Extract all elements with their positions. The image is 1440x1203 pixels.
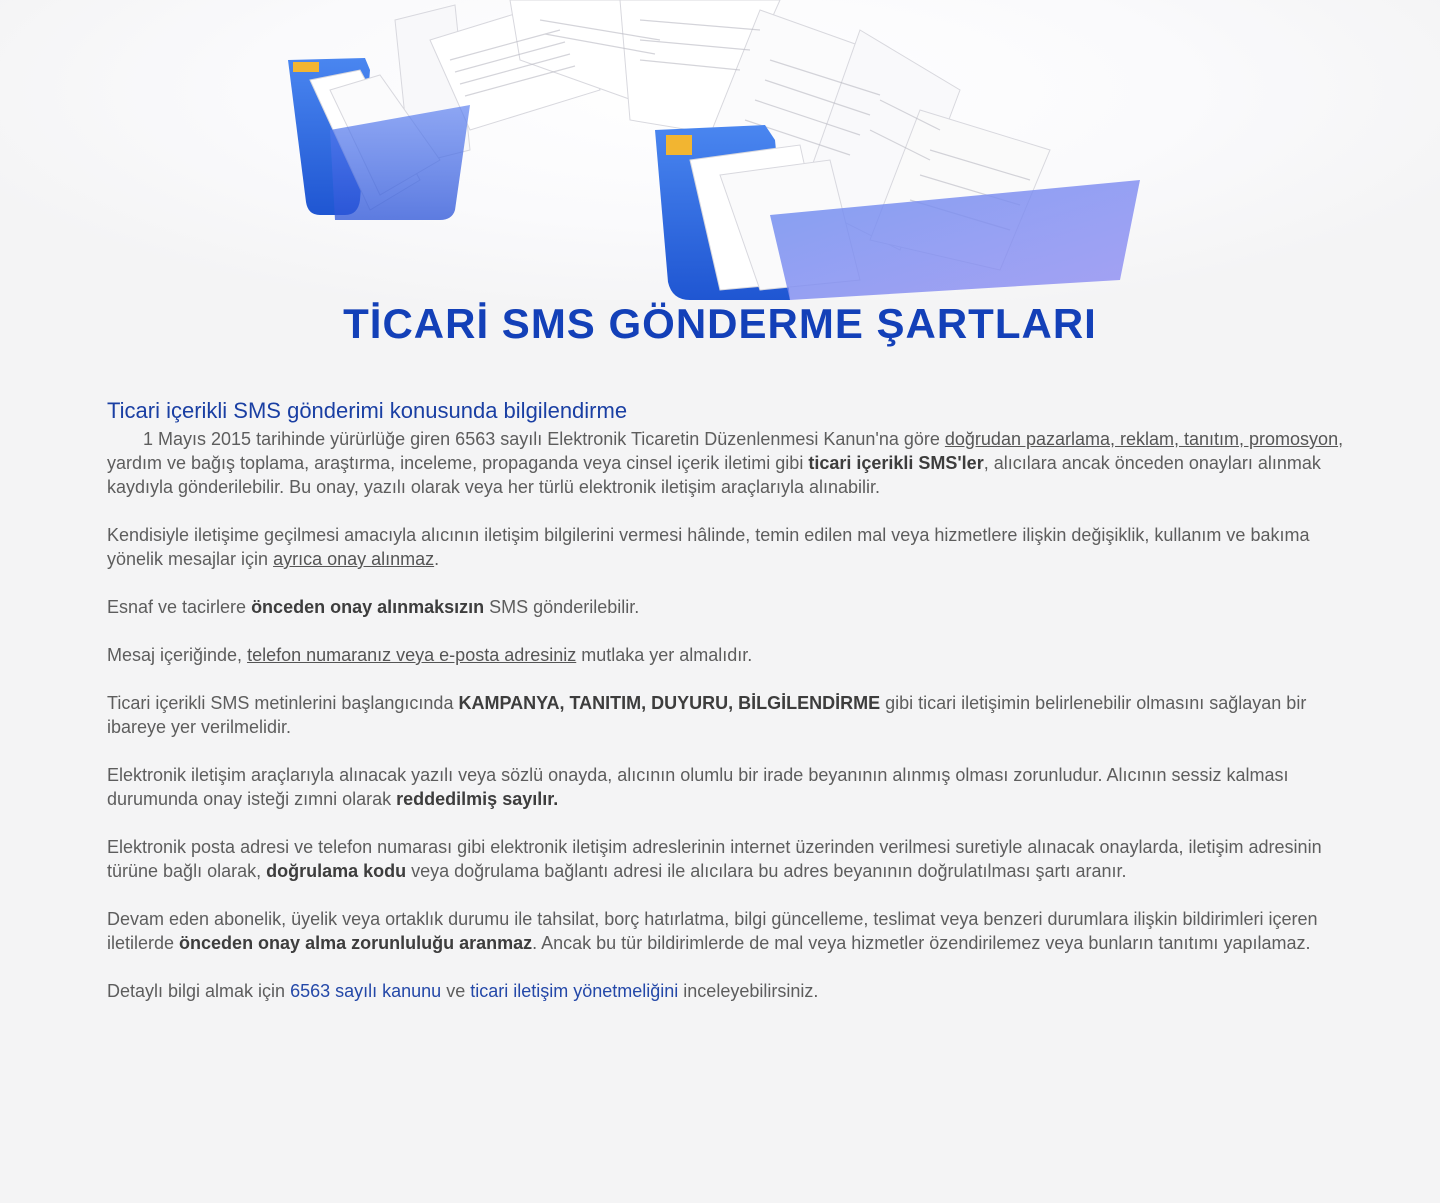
paragraph-text: SMS gönderilebilir. xyxy=(484,597,640,617)
paragraph-text: inceleyebilirsiniz. xyxy=(678,981,819,1001)
paragraph-text: . Ancak bu tür bildirimlerde de mal veya hizmetler özendirilemez veya bunların tanıtımı yapılamaz. xyxy=(532,933,1311,953)
hero-illustration xyxy=(0,0,1440,300)
reference-link[interactable]: 6563 sayılı kanunu xyxy=(290,981,442,1001)
paragraph-text: , alıcılara ancak önceden onayları alınmak kaydıyla gönderilebilir. Bu onay, yazılı olarak veya her türlü elektronik iletişim araçlarıyla alınabilir. xyxy=(107,453,1321,497)
paragraph-text: Elektronik posta adresi ve telefon numarası gibi elektronik iletişim adreslerinin internet üzerinden verilmesi suretiyle alınacak onaylarda, iletişim adresinin türüne bağlı olarak, xyxy=(107,837,1322,881)
info-paragraph xyxy=(107,523,1357,571)
underlined-text: telefon numaranız veya e-posta adresiniz xyxy=(247,645,577,665)
paragraph-text: 1 Mayıs 2015 tarihinde yürürlüğe giren 6563 sayılı Elektronik Ticaretin Düzenlenmesi Kanun'na göre xyxy=(143,429,945,449)
paragraph-text: Devam eden abonelik, üyelik veya ortaklık durumu ile tahsilat, borç hatırlatma, bilgi güncelleme, teslimat veya benzeri durumlara ilişkin bildirimleri içeren iletilerde xyxy=(107,909,1318,953)
main-content xyxy=(107,397,1357,1027)
paragraph-text: Kendisiyle iletişime geçilmesi amacıyla alıcının iletişim bilgilerini vermesi hâlinde, temin edilen mal veya hizmetlere ilişkin değişiklik, kullanım ve bakıma yönelik mesajlar için xyxy=(107,525,1310,569)
emphasized-text: doğrulama kodu xyxy=(266,861,407,881)
section-heading: Ticari içerikli SMS gönderimi konusunda bilgilendirme xyxy=(107,398,628,423)
underlined-text: ayrıca onay alınmaz xyxy=(273,549,435,569)
emphasized-text: reddedilmiş sayılır. xyxy=(396,789,559,809)
paragraph-text: , yardım ve bağış toplama, araştırma, inceleme, propaganda veya cinsel içerik iletimi gibi xyxy=(107,429,1344,473)
underlined-text: doğrudan pazarlama, reklam, tanıtım, promosyon xyxy=(944,429,1339,449)
info-paragraph xyxy=(107,643,1357,667)
emphasized-text: KAMPANYA, TANITIM, DUYURU, BİLGİLENDİRME xyxy=(458,693,881,713)
paragraph-text: Detaylı bilgi almak için xyxy=(107,981,291,1001)
info-paragraph xyxy=(107,907,1357,955)
paragraph-text: Elektronik iletişim araçlarıyla alınacak yazılı veya sözlü onayda, alıcının olumlu bir irade beyanının alınmış olması zorunludur. Alıcının sessiz kalması durumunda onay isteği zımni olarak xyxy=(107,765,1289,809)
hero-banner xyxy=(0,0,1440,300)
paragraph-text: veya doğrulama bağlantı adresi ile alıcılara bu adres beyanının doğrulatılması şartı aranır. xyxy=(406,861,1127,881)
reference-link[interactable]: ticari iletişim yönetmeliğini xyxy=(470,981,679,1001)
info-paragraph xyxy=(107,763,1357,811)
info-paragraph xyxy=(107,595,1357,619)
paragraph-text: . xyxy=(434,549,440,569)
paragraph-text: Esnaf ve tacirlere xyxy=(107,597,252,617)
paragraph-text: Mesaj içeriğinde, xyxy=(107,645,248,665)
info-paragraph xyxy=(107,427,1357,499)
emphasized-text: ticari içerikli SMS'ler xyxy=(808,453,984,473)
paragraph-list xyxy=(107,427,1357,1003)
page-title: TİCARİ SMS GÖNDERME ŞARTLARI xyxy=(343,300,1097,347)
info-paragraph xyxy=(107,979,1357,1003)
paragraph-text: gibi ticari iletişimin belirlenebilir olmasını sağlayan bir ibareye yer verilmelidir. xyxy=(107,693,1307,737)
paragraph-text: mutlaka yer almalıdır. xyxy=(576,645,753,665)
emphasized-text: önceden onay alma zorunluluğu aranmaz xyxy=(179,933,533,953)
emphasized-text: önceden onay alınmaksızın xyxy=(251,597,485,617)
paragraph-text: ve xyxy=(441,981,471,1001)
info-paragraph xyxy=(107,691,1357,739)
info-paragraph xyxy=(107,835,1357,883)
paragraph-text: Ticari içerikli SMS metinlerini başlangıcında xyxy=(107,693,459,713)
